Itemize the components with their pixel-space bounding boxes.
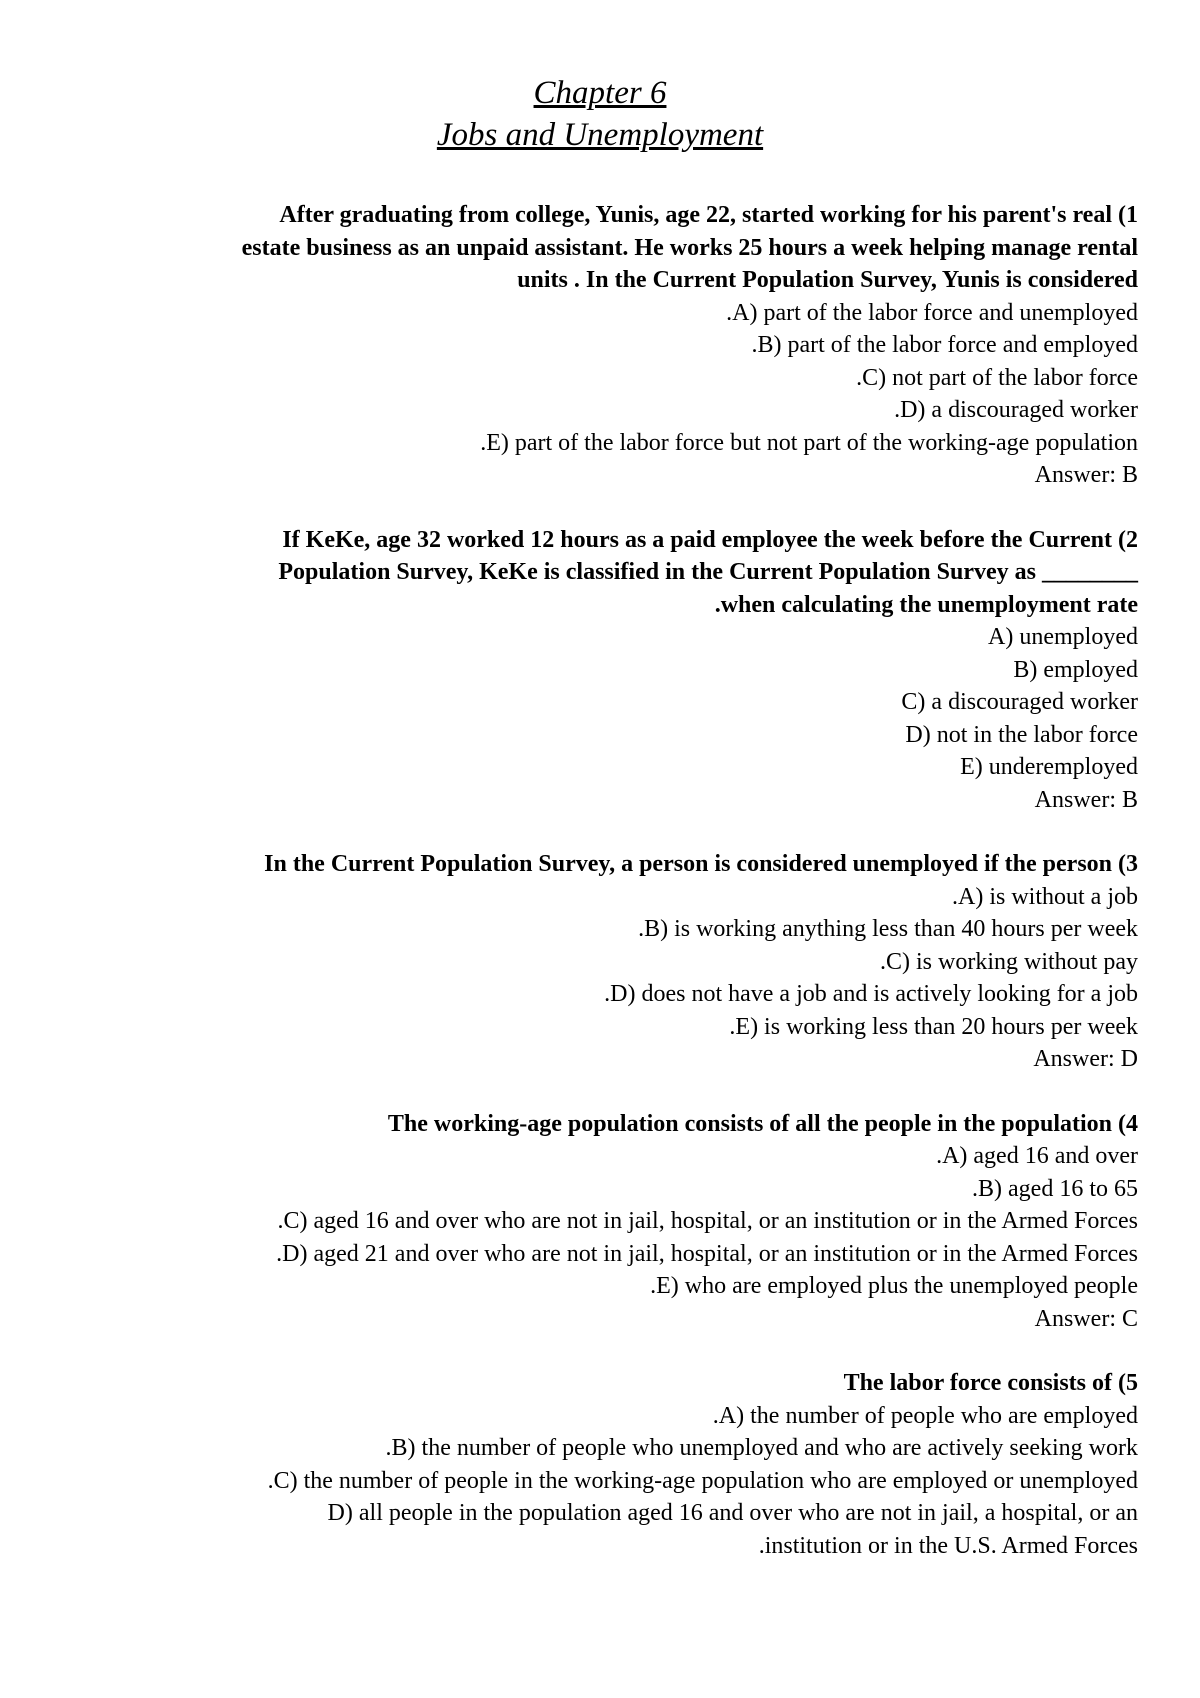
answer-option: .B) aged 16 to 65 — [972, 1175, 1138, 1202]
answer-option: .C) not part of the labor force — [856, 364, 1138, 391]
answer-option: .E) who are employed plus the unemployed people — [650, 1273, 1138, 1299]
answer-option: .A) part of the labor force and unemployed — [726, 299, 1138, 326]
answer-option: .B) part of the labor force and employed — [751, 332, 1138, 358]
question-2 — [58, 524, 1138, 817]
answer-option: .D) aged 21 and over who are not in jail, hospital, or an institution or in the Armed Forces — [276, 1240, 1138, 1267]
question-list — [58, 199, 1138, 1594]
answer-option: A) unemployed — [988, 624, 1138, 650]
answer-option: .A) the number of people who are employed — [712, 1402, 1138, 1429]
answer-option: .A) is without a job — [952, 883, 1138, 910]
chapter-number: Chapter 6 — [533, 75, 667, 111]
question-text-line: The labor force consists of (5 — [843, 1370, 1138, 1396]
chapter-heading — [0, 72, 1200, 156]
answer-option: .E) is working less than 20 hours per week — [729, 1013, 1138, 1040]
answer-option: .D) does not have a job and is actively looking for a job — [604, 981, 1138, 1007]
answer-option: .institution or in the U.S. Armed Forces — [758, 1532, 1138, 1559]
answer-option: .E) part of the labor force but not part of the working-age population — [480, 429, 1138, 456]
answer-option: .C) aged 16 and over who are not in jail, hospital, or an institution or in the Armed Forces — [277, 1208, 1138, 1234]
question-1 — [58, 199, 1138, 492]
question-text-line: Population Survey, KeKe is classified in the Current Population Survey as ________ — [278, 559, 1138, 585]
answer-key: Answer: D — [1033, 1046, 1138, 1072]
answer-option: .B) is working anything less than 40 hours per week — [638, 916, 1138, 942]
answer-key: Answer: B — [1034, 786, 1138, 813]
answer-option: D) all people in the population aged 16 and over who are not in jail, a hospital, or an — [327, 1500, 1138, 1526]
answer-option: E) underemployed — [960, 754, 1138, 780]
chapter-title: Jobs and Unemployment — [436, 117, 764, 153]
answer-key: Answer: B — [1034, 462, 1138, 488]
question-text-line: estate business as an unpaid assistant. He works 25 hours a week helping manage rental — [241, 234, 1138, 261]
answer-option: C) a discouraged worker — [901, 689, 1138, 715]
question-3 — [58, 848, 1138, 1076]
answer-option: .B) the number of people who unemployed and who are actively seeking work — [385, 1435, 1138, 1461]
answer-option: B) employed — [1013, 656, 1138, 683]
answer-key: Answer: C — [1034, 1305, 1138, 1332]
question-text-line: After graduating from college, Yunis, age 22, started working for his parent's real (1 — [279, 202, 1138, 228]
question-5 — [58, 1367, 1138, 1562]
question-text-line: units . In the Current Population Survey, Yunis is considered — [517, 267, 1138, 293]
question-4 — [58, 1108, 1138, 1336]
answer-option: .A) aged 16 and over — [936, 1143, 1138, 1169]
question-text-line: In the Current Population Survey, a person is considered unemployed if the person (3 — [264, 851, 1138, 877]
question-text-line: The working-age population consists of all the people in the population (4 — [387, 1110, 1138, 1137]
answer-option: .C) is working without pay — [880, 948, 1138, 975]
question-text-line: .when calculating the unemployment rate — [714, 591, 1138, 618]
answer-option: .D) a discouraged worker — [894, 397, 1138, 423]
answer-option: D) not in the labor force — [905, 721, 1138, 748]
answer-option: .C) the number of people in the working-age population who are employed or unemployed — [267, 1467, 1138, 1494]
question-text-line: If KeKe, age 32 worked 12 hours as a paid employee the week before the Current (2 — [282, 526, 1138, 553]
